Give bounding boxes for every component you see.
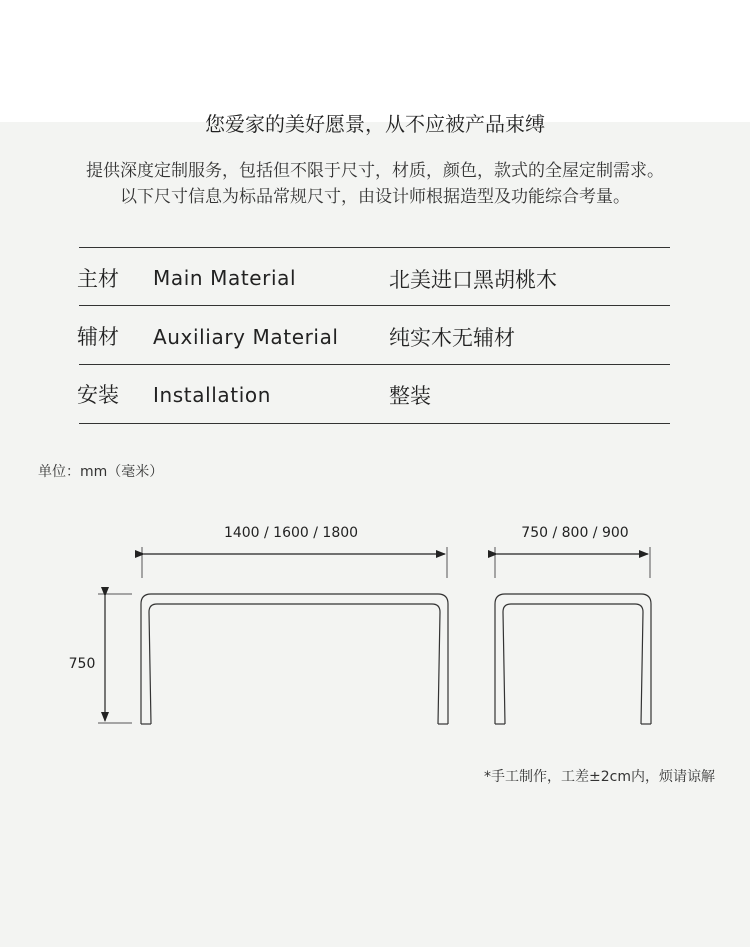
height-label: 750: [68, 656, 96, 672]
dimension-drawing: [0, 500, 750, 740]
table-front-view: [141, 594, 448, 724]
top-band: [0, 0, 750, 122]
table-divider: [79, 423, 670, 424]
intro-line-2: 以下尺寸信息为标品常规尺寸，由设计师根据造型及功能综合考量。: [120, 187, 630, 207]
table-divider: [79, 364, 670, 365]
spec-main-value: 北美进口黑胡桃木: [389, 268, 557, 292]
spec-install-en: Installation: [153, 383, 271, 407]
spec-install-value: 整装: [389, 384, 431, 408]
headline: 您爱家的美好愿景，从不应被产品束缚: [205, 112, 545, 136]
width-dimension: [495, 525, 650, 578]
spec-aux-value: 纯实木无辅材: [389, 326, 515, 350]
intro-line-1: 提供深度定制服务，包括但不限于尺寸，材质，颜色，款式的全屋定制需求。: [86, 161, 664, 181]
height-dimension: [69, 594, 132, 723]
spec-main-cn: 主材: [77, 267, 119, 291]
length-label: 1400 / 1600 / 1800: [223, 525, 359, 541]
length-dimension: [142, 525, 447, 578]
spec-main-en: Main Material: [153, 266, 297, 290]
unit-label: 单位：mm（毫米）: [38, 464, 164, 480]
table-divider: [79, 305, 670, 306]
handmade-note: *手工制作，工差±2cm内，烦请谅解: [484, 769, 715, 785]
spec-aux-en: Auxiliary Material: [153, 325, 339, 349]
spec-install-cn: 安装: [77, 383, 119, 407]
width-label: 750 / 800 / 900: [521, 525, 629, 541]
table-side-view: [495, 594, 651, 724]
table-divider: [79, 247, 670, 248]
spec-aux-cn: 辅材: [77, 325, 119, 349]
